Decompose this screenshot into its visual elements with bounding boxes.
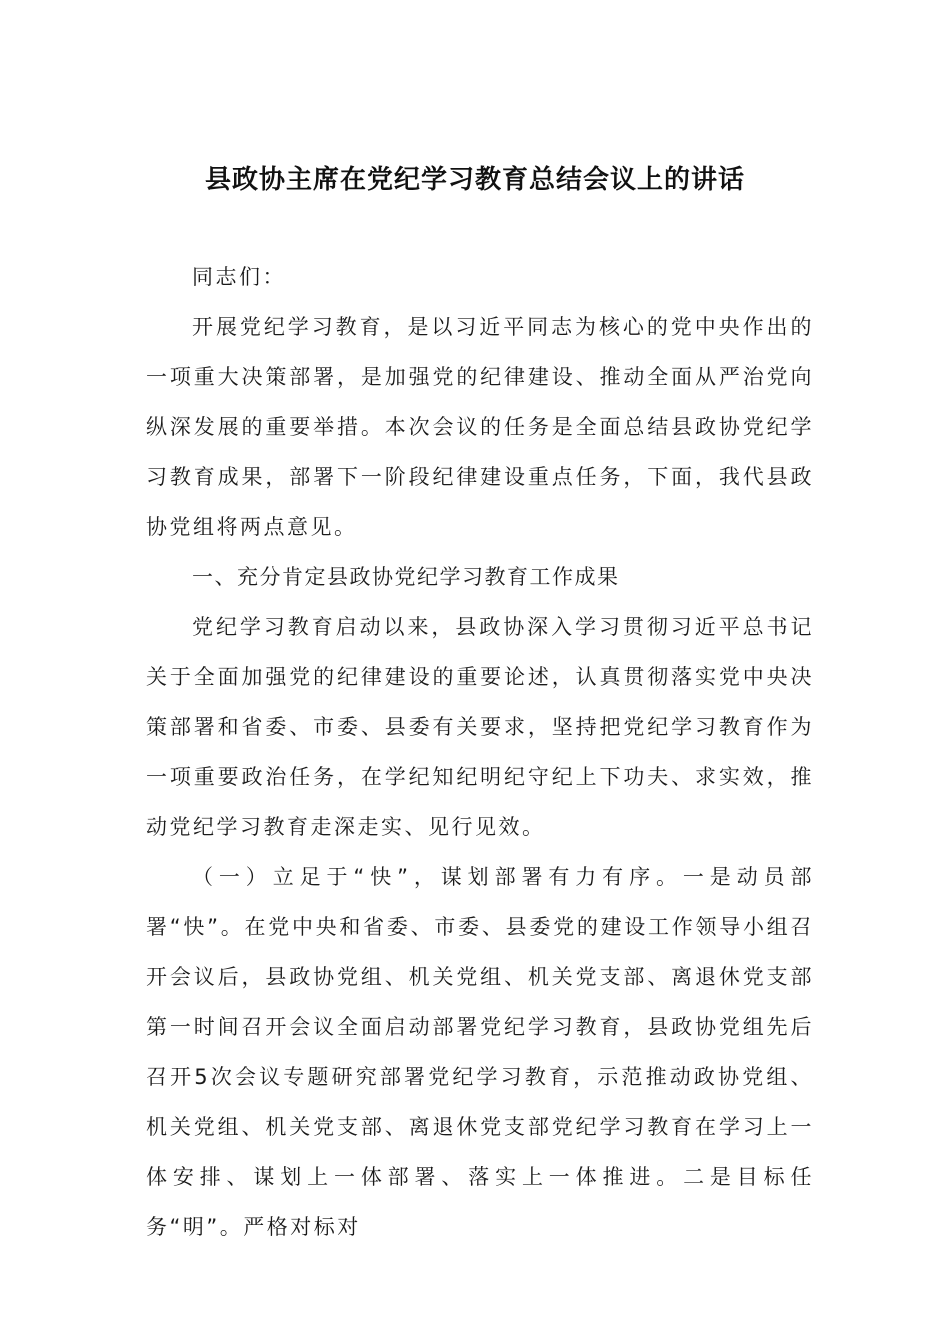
- document-body: [146, 252, 814, 1252]
- paragraph-section-1: 党纪学习教育启动以来，县政协深入学习贯彻习近平总书记关于全面加强党的纪律建设的重要论述，认真贯彻落实党中央决策部署和省委、市委、县委有关要求，坚持把党纪学习教育作为一项重要政治任务，在学纪知纪明纪守纪上下功夫、求实效，推动党纪学习教育走深走实、见行见效。: [146, 615, 814, 839]
- document-title: 县政协主席在党纪学习教育总结会议上的讲话: [204, 165, 745, 195]
- section-heading-1: 一、充分肯定县政协党纪学习教育工作成果: [192, 565, 620, 589]
- greeting: 同志们：: [192, 265, 286, 289]
- paragraph-intro: 开展党纪学习教育，是以习近平同志为核心的党中央作出的一项重大决策部署，是加强党的纪律建设、推动全面从严治党向纵深发展的重要举措。本次会议的任务是全面总结县政协党纪学习教育成果，部署下一阶段纪律建设重点任务，下面，我代县政协党组将两点意见。: [146, 315, 814, 539]
- paragraph-subsection-1: （一）立足于“快”，谋划部署有力有序。一是动员部署“快”。在党中央和省委、市委、县委党的建设工作领导小组召开会议后，县政协党组、机关党组、机关党支部、离退休党支部第一时间召开会议全面启动部署党纪学习教育，县政协党组先后召开5次会议专题研究部署党纪学习教育，示范推动政协党组、机关党组、机关党支部、离退休党支部党纪学习教育在学习上一体安排、谋划上一体部署、落实上一体推进。二是目标任务“明”。严格对标对: [146, 865, 814, 1239]
